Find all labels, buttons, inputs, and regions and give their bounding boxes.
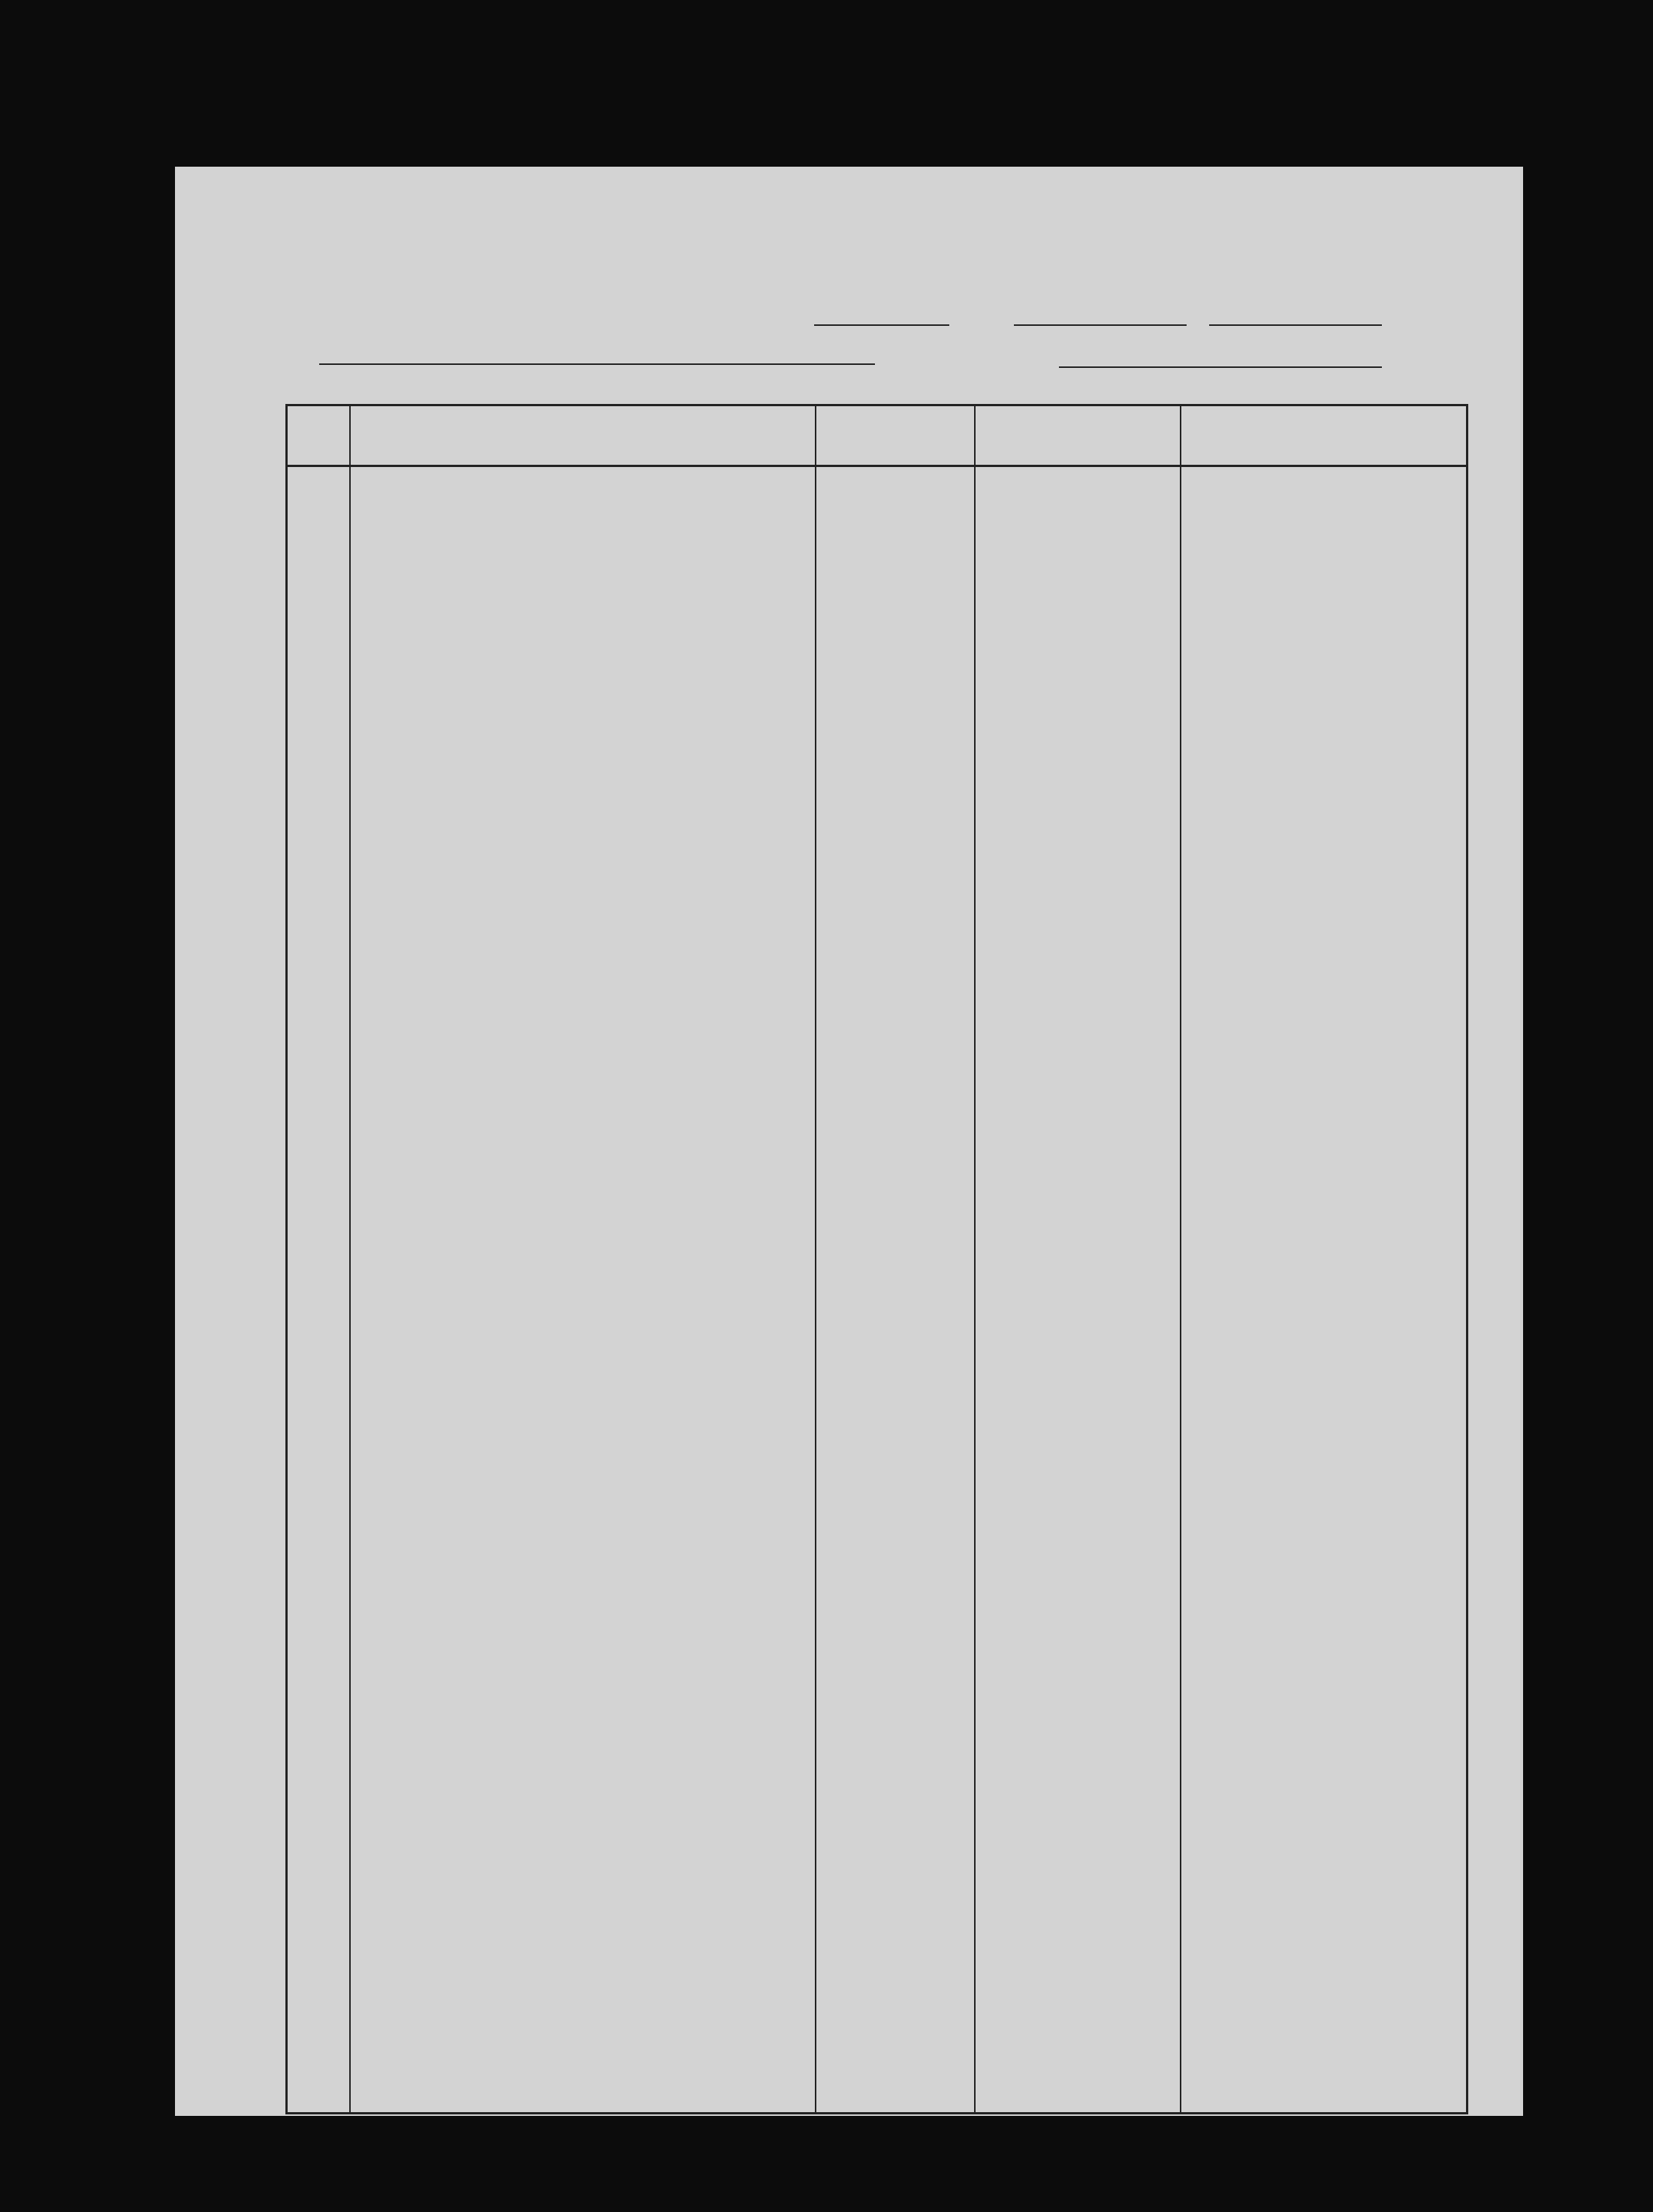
vessel-underline [319,363,875,365]
column-divider [349,406,351,2112]
class-underline [814,324,949,326]
passenger-table [285,404,1468,2114]
embark-underline [1014,324,1187,326]
date-underline [1209,324,1382,326]
column-divider [815,406,816,2112]
header-rule [288,465,1466,467]
arrival-underline [1059,366,1382,368]
column-divider [1180,406,1181,2112]
column-divider [974,406,976,2112]
